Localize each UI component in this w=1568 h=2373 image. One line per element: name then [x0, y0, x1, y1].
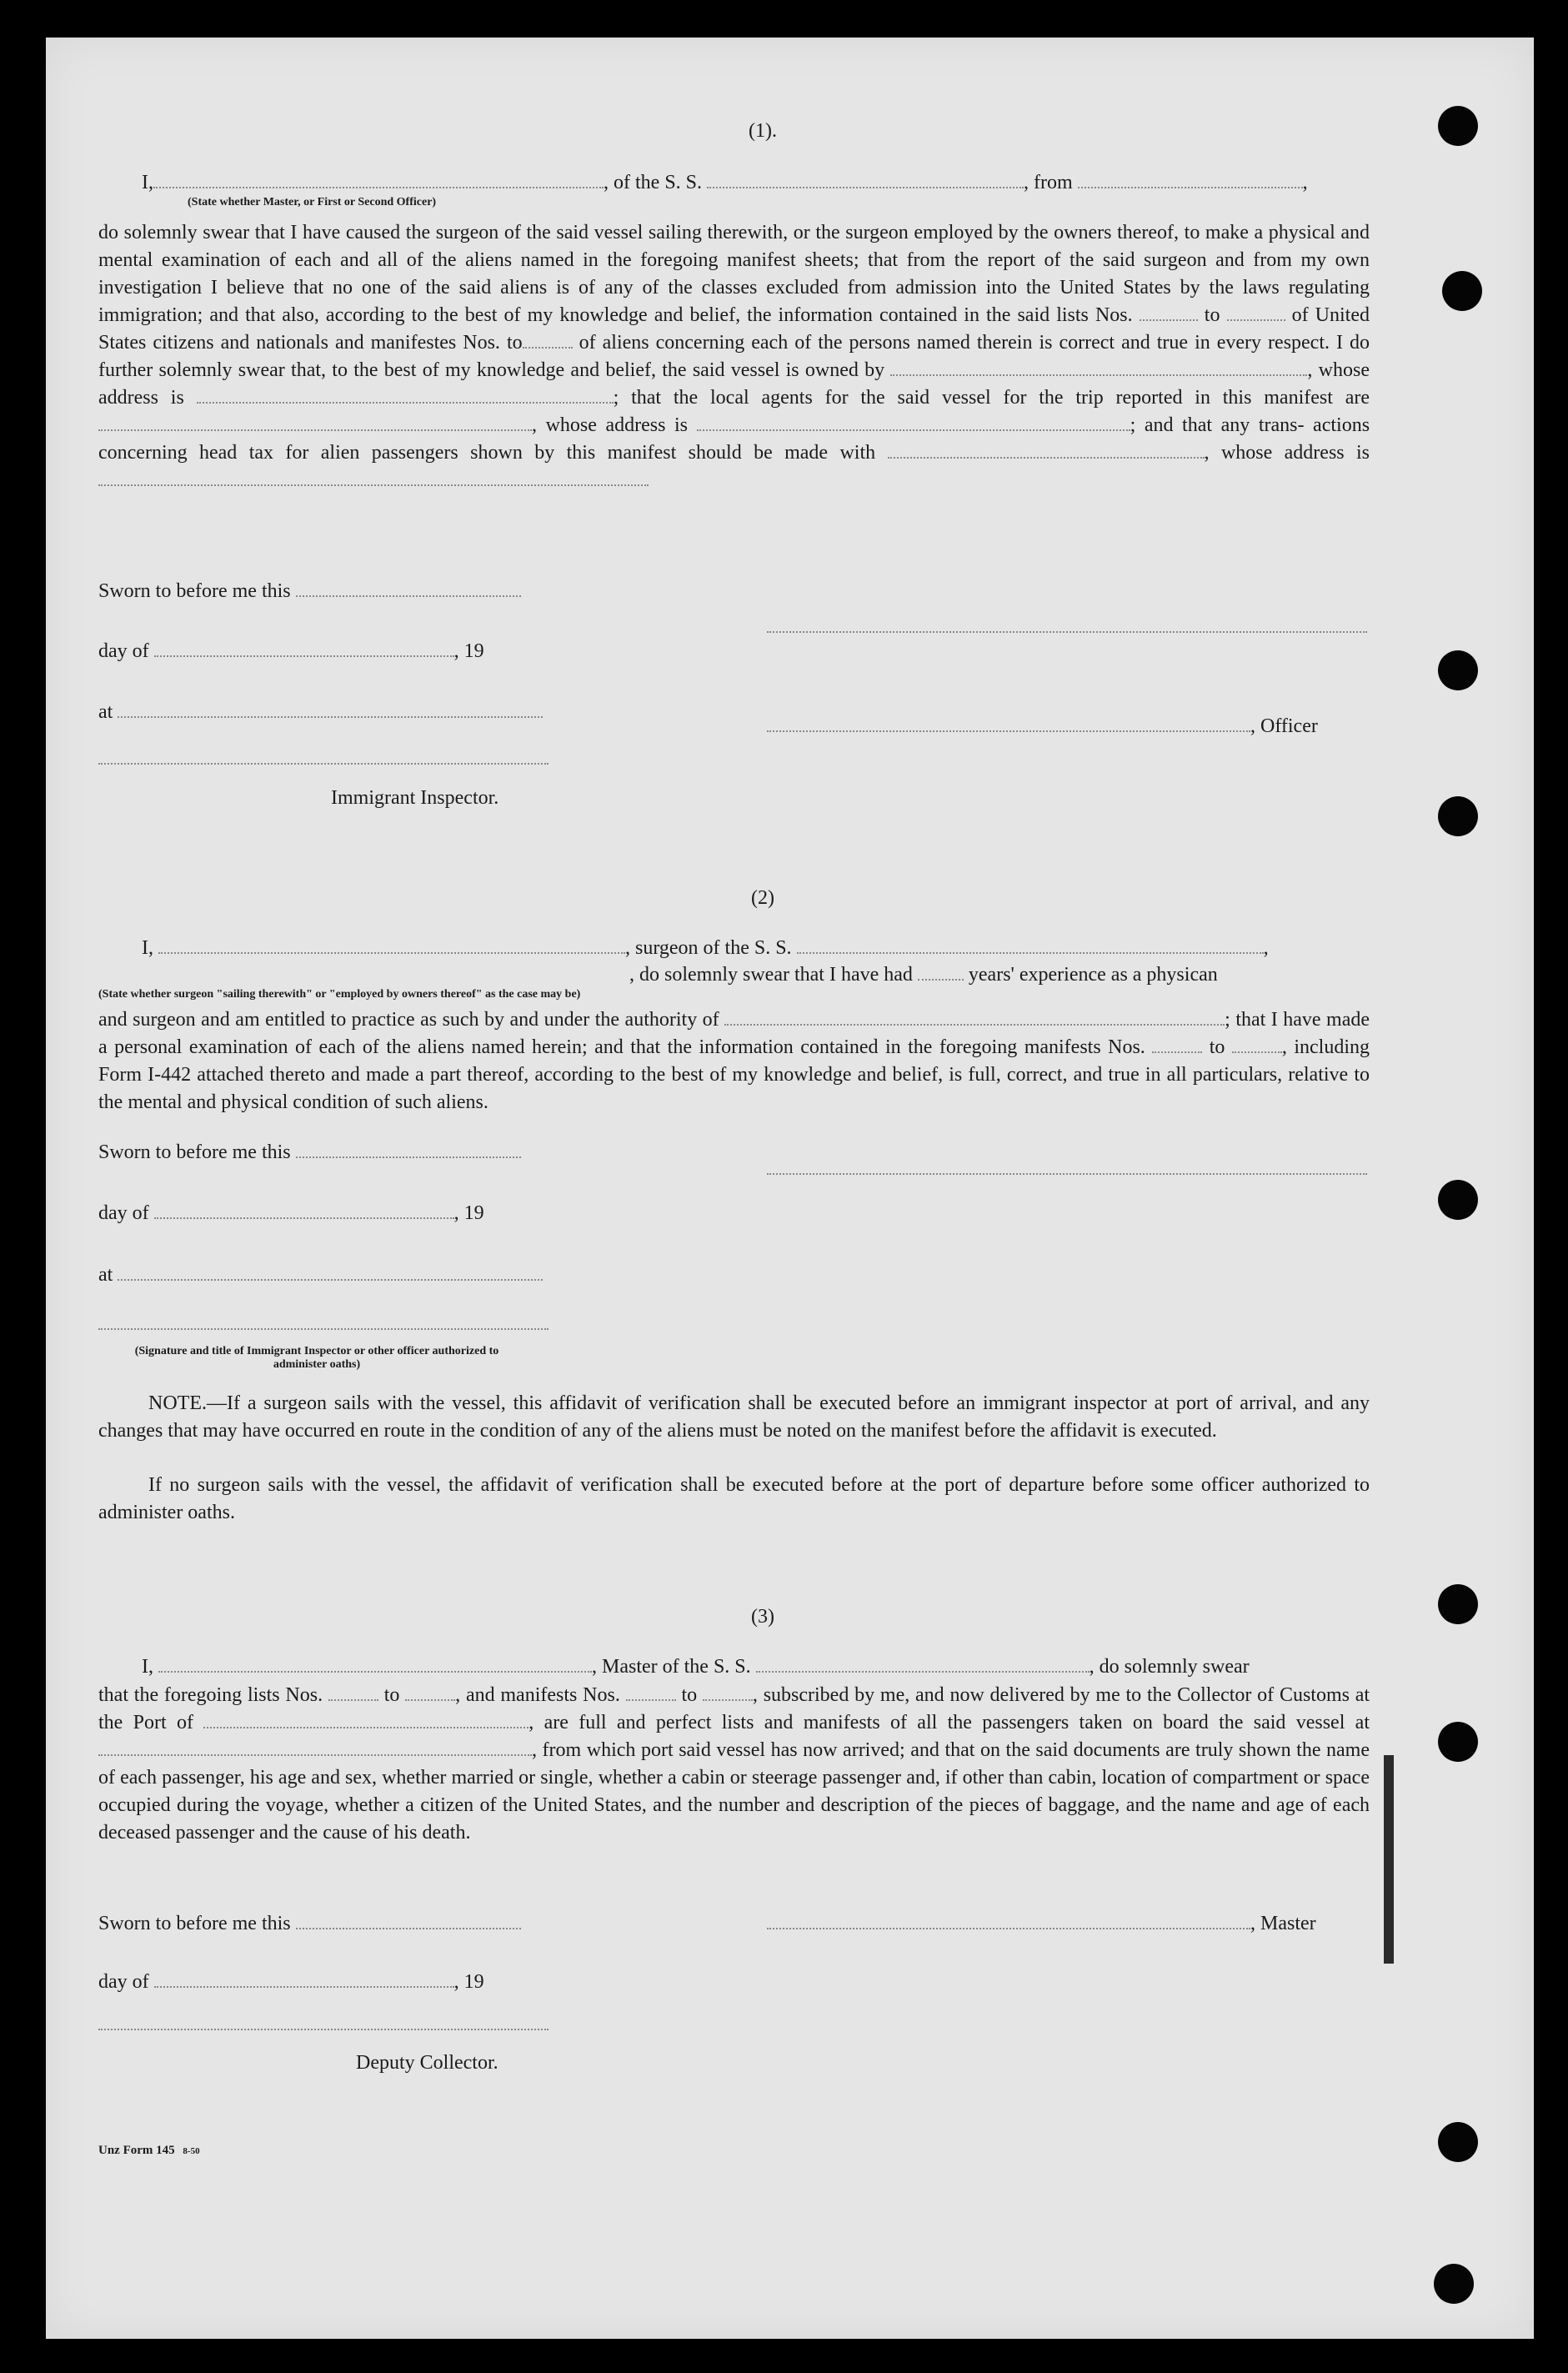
s1-day: day of — [98, 640, 149, 662]
s2-sworn: Sworn to before me this — [98, 1141, 291, 1163]
s1-i: I, — [142, 172, 153, 193]
s3-master-signature-line — [767, 1912, 1316, 1935]
s3-year: , 19 — [453, 1971, 484, 1993]
s1-from: , from — [1024, 172, 1073, 193]
punch-hole — [1438, 1584, 1478, 1624]
s3-manifest-from-field[interactable] — [626, 1684, 676, 1701]
note-paragraph-1: NOTE.—If a surgeon sails with the vessel, this affidavit of verification shall be executed before an immigrant inspector at port of arrival, and any changes that may have occurred en route in the condition of any of the aliens must be noted on the manifest before the affidavit is executed. — [98, 1392, 1370, 1442]
s2-at-line — [98, 1263, 543, 1287]
s3-and-manifests: , and manifests Nos. — [455, 1684, 620, 1706]
s1-officer-signature-line — [767, 715, 1318, 738]
s2-sworn-date-field[interactable] — [296, 1141, 521, 1158]
s2-surgeon-caption: (State whether surgeon "sailing therewith" or "employed by owners thereof" as the case may be) — [98, 988, 581, 1001]
port-of-customs-field[interactable] — [203, 1712, 529, 1728]
s3-manifest-to-field[interactable] — [703, 1684, 753, 1701]
head-tax-party-field[interactable] — [888, 442, 1205, 459]
form-page — [46, 38, 1534, 2339]
years-experience-field[interactable] — [918, 964, 964, 981]
s3-taken: taken on board the said vessel at — [1079, 1712, 1370, 1733]
s1-officer-caption: (State whether Master, or First or Second Officer) — [188, 196, 437, 208]
vessel-name-field[interactable] — [707, 172, 1024, 188]
form-code: 8-50 — [183, 2146, 200, 2156]
s2-sworn-line — [98, 1141, 521, 1164]
s3-collector: Collector of Customs at the Port of — [98, 1684, 1370, 1733]
punch-hole — [1442, 271, 1482, 311]
s1-day-line — [98, 640, 484, 663]
s1-whose: whose address is — [1220, 442, 1370, 464]
s3-subscribed: , subscribed by me, and now delivered by me to the — [752, 1684, 1172, 1706]
master-name-field[interactable] — [158, 1656, 592, 1673]
s2-signature-line[interactable] — [767, 1173, 1367, 1175]
s1-body-c: of aliens concerning each of the persons named therein is correct and true in every respect. I do further solemnly swear that, to the best of my knowledge and belief, the said vessel is owned by — [98, 332, 1370, 381]
binding-edge-mark — [1384, 1755, 1394, 1964]
alien-manifest-to-field[interactable] — [523, 332, 573, 349]
s3-master-of: , Master of the S. S. — [592, 1656, 751, 1678]
port-taken-on-board-field[interactable] — [98, 1739, 532, 1756]
s1-to: to — [506, 332, 523, 354]
s1-trans: ; and that any trans- — [1130, 414, 1305, 436]
s1-at-field[interactable] — [118, 701, 543, 718]
s2-surgeon: , surgeon of the S. S. — [625, 937, 792, 959]
s3-day-of-field[interactable] — [154, 1971, 454, 1988]
s3-i: I, — [142, 1656, 153, 1678]
s2-at: at — [98, 1264, 113, 1286]
s2-i: I, — [142, 937, 153, 959]
officer-name-field[interactable] — [153, 172, 604, 188]
s1-year: , 19 — [453, 640, 484, 662]
s3-day-line — [98, 1970, 484, 1994]
s2-swear: , do solemnly swear that I have had — [629, 964, 913, 986]
s3-lists: that the foregoing lists Nos. — [98, 1684, 323, 1706]
citizen-list-from-field[interactable] — [1140, 304, 1198, 321]
s1-to: to — [1204, 304, 1220, 326]
s3-sworn-line — [98, 1912, 521, 1935]
s3-to: to — [383, 1684, 400, 1706]
s1-body-e: actions concerning head tax for alien passengers shown by this manifest should be made with — [98, 414, 1370, 464]
s3-deputy-collector: Deputy Collector. — [356, 2052, 498, 2074]
s2-oath-paragraph: and surgeon and am entitled to practice as such by and under the authority of ; that I have made a personal examination of each of the aliens named herein; and that the information contained in the foregoing manifests Nos. to , including Form I-442 attached thereto and made a part thereof, according to the best of my knowledge and belief, is full, correct, and true in all particulars, relative to the mental and physical condition of such aliens. — [98, 1009, 1370, 1113]
punch-hole — [1438, 106, 1478, 146]
s1-whose-address: , whose address is — [98, 359, 1370, 409]
s1-day-of-field[interactable] — [154, 640, 454, 657]
section-2-number: (2) — [751, 887, 774, 909]
s2-body-d: and belief, is full, correct, and true in all particulars, relative to the mental and physical condition of such aliens. — [98, 1064, 1370, 1113]
s1-immigrant-inspector: Immigrant Inspector. — [331, 787, 499, 809]
s2-surgeon-line: I, , surgeon of the S. S. , — [142, 937, 1269, 959]
s2-swear-line — [629, 963, 1218, 986]
owner-address-field[interactable] — [197, 387, 614, 404]
section-3-number: (3) — [751, 1606, 774, 1628]
s2-body-c: , including Form I-442 attached thereto and made a part thereof, according to the best of my knowledge — [98, 1036, 1370, 1086]
s2-years: years' experience as a physican — [968, 964, 1218, 986]
punch-hole — [1438, 650, 1478, 690]
authority-field[interactable] — [724, 1009, 1225, 1026]
s1-signature-line[interactable] — [767, 631, 1367, 633]
s3-oath-paragraph — [98, 1682, 1370, 1847]
s2-inspector-signature-line[interactable] — [98, 1328, 549, 1330]
s2-day-line — [98, 1202, 484, 1225]
s1-body-b: of United States citizens and nationals and manifestes Nos. — [98, 304, 1370, 354]
s3-body: that on the said documents are truly shown the name of each passenger, his age and sex, whether married or single, whether a cabin or steerage passenger and, if other than cabin, location of compartment or space occupied during the voyage, whether a citizen of the United States, and the number and description of the pieces of baggage, and the name and age of each deceased passenger and the cause of his death. — [98, 1739, 1370, 1844]
head-tax-address-field[interactable] — [98, 469, 649, 486]
punch-hole — [1438, 1180, 1478, 1220]
s2-day: day of — [98, 1202, 149, 1224]
s1-inspector-signature-line[interactable] — [98, 763, 549, 765]
s1-whose-address-2: , whose address is — [532, 414, 689, 436]
section-1-number: (1). — [749, 120, 777, 142]
s1-at: at — [98, 701, 113, 723]
s3-sworn: Sworn to before me this — [98, 1913, 291, 1934]
officer-signature-field[interactable] — [767, 715, 1250, 732]
s1-body-a: do solemnly swear that I have caused the surgeon of the said vessel sailing therewith, or the surgeon employed by the owners thereof, to make a physical and mental examination of each and all of the aliens named in the foregoing manifest sheets; that from the report of the said surgeon and from my own investigation I believe that no one of the said aliens is of any of the classes excluded from admission into the United States by the laws regulating immigration; and that also, according to the best of my knowledge and belief, the information contained in the said lists Nos. — [98, 222, 1370, 326]
departure-port-field[interactable] — [1078, 172, 1303, 188]
s2-to: to — [1209, 1036, 1225, 1058]
punch-hole — [1438, 796, 1478, 836]
form-label: Unz Form 145 — [98, 2144, 175, 2157]
s1-officer-line: I, , of the S. S. , from , — [142, 172, 1308, 193]
s2-year: , 19 — [453, 1202, 484, 1224]
s3-vessel-field[interactable] — [756, 1656, 1090, 1673]
s1-oath-paragraph: do solemnly swear that I have caused the surgeon of the said vessel sailing therewith, or the surgeon employed by the owners thereof, to make a physical and mental examination of each and all of the aliens named in the foregoing manifest sheets; that from the report of the said surgeon and from my own investigation I believe that no one of the said aliens is of any of the classes excluded from admission into the United States by the laws regulating immigration; and that also, according to the best of my knowledge and belief, the information contained in the said lists Nos. to of United States citizens and nationals and manifestes Nos. to of aliens concerning each of the persons named therein is correct and true in every respect. I do further solemnly swear that, to the best of my knowledge and belief, the said vessel is owned by , whose address is ; that the local agents for the said vessel for the trip reported in this manifest are , whose address is ; and that any trans- actions concerning head tax for alien passengers shown by this manifest should be made with , whose address is — [98, 219, 1370, 494]
local-agents-field[interactable] — [98, 414, 532, 431]
s2-day-of-field[interactable] — [154, 1202, 454, 1219]
punch-hole — [1438, 2122, 1478, 2162]
s2-signature-caption: (Signature and title of Immigrant Inspector or other officer authorized to administer oaths) — [134, 1345, 499, 1371]
s1-of-ss: , of the S. S. — [604, 172, 703, 193]
agent-address-field[interactable] — [697, 414, 1130, 431]
s1-sworn-line — [98, 579, 521, 603]
s3-sworn-date-field[interactable] — [296, 1913, 521, 1929]
s3-lists-to-field[interactable] — [405, 1684, 455, 1701]
s1-at-line — [98, 700, 543, 724]
s2-body-a: and surgeon and am entitled to practice as such by and under the authority of — [98, 1009, 719, 1031]
punch-hole — [1434, 2264, 1474, 2304]
s1-sworn-date-field[interactable] — [296, 580, 521, 597]
s3-to: to — [681, 1684, 698, 1706]
owner-field[interactable] — [890, 359, 1307, 376]
s3-master-line — [142, 1655, 1250, 1678]
surgeon-name-field[interactable] — [158, 937, 625, 954]
s2-manifest-from-field[interactable] — [1152, 1036, 1202, 1053]
punch-hole — [1438, 1722, 1478, 1762]
s3-day: day of — [98, 1971, 149, 1993]
s3-full: , are full and perfect lists and manifests of all the passengers — [529, 1712, 1070, 1733]
s1-body-d: ; that the local agents for the said vessel for the trip reported in this manifest are — [613, 387, 1370, 409]
s3-deputy-signature-line[interactable] — [98, 2029, 549, 2030]
s3-master: , Master — [1250, 1913, 1316, 1934]
s1-sworn: Sworn to before me this — [98, 580, 291, 602]
s2-at-field[interactable] — [118, 1264, 543, 1281]
s3-lists-from-field[interactable] — [328, 1684, 378, 1701]
form-number — [98, 2139, 200, 2163]
s2-manifests: manifests Nos. — [1024, 1036, 1145, 1058]
master-signature-field[interactable] — [767, 1913, 1250, 1929]
citizen-list-to-field[interactable] — [1227, 304, 1285, 321]
note-paragraph-2: If no surgeon sails with the vessel, the affidavit of verification shall be executed before at the port of departure before some officer authorized to administer oaths. — [98, 1474, 1370, 1523]
s2-manifest-to-field[interactable] — [1232, 1036, 1282, 1053]
s2-vessel-field[interactable] — [797, 937, 1264, 954]
s1-officer: , Officer — [1250, 715, 1318, 737]
s3-do-swear: , do solemnly swear — [1089, 1656, 1250, 1678]
s2-body-b: that I have made a personal examination of each of the aliens named herein; and that the information contained in the foregoing — [98, 1009, 1370, 1058]
s3-from-port: , from which port said vessel has now arrived; and — [532, 1739, 939, 1761]
